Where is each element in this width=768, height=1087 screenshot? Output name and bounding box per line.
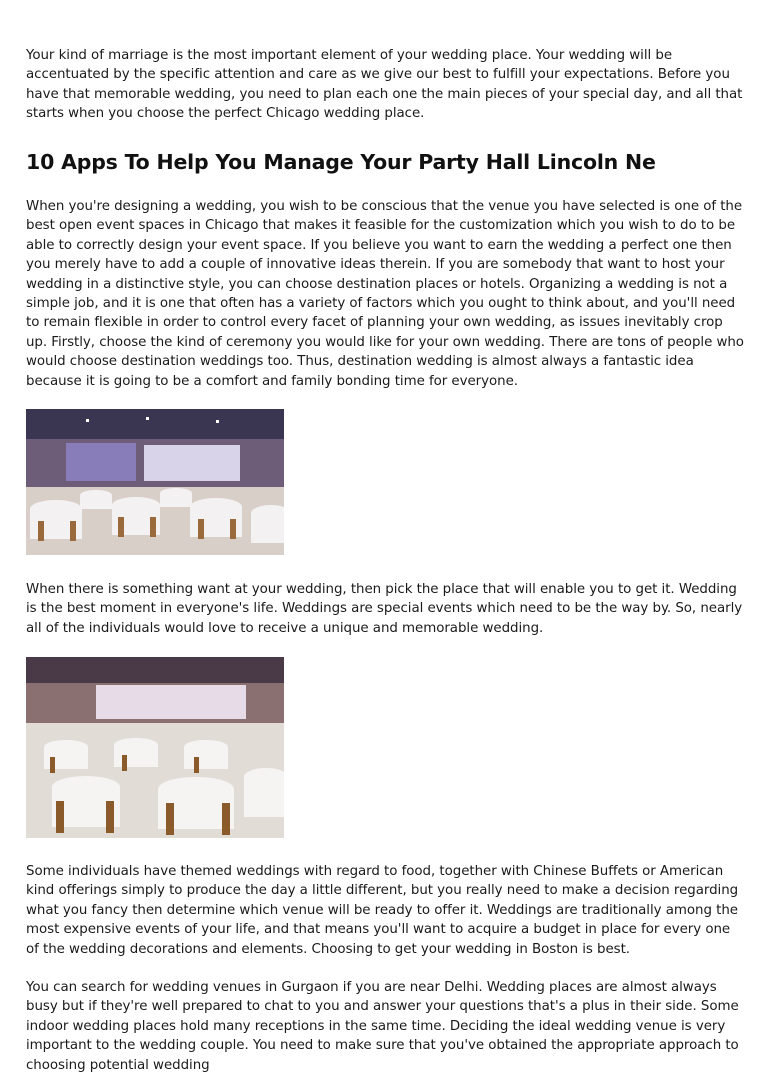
body-paragraph-venue: When you're designing a wedding, you wish to be conscious that the venue you have selected is one of the best open event spaces in Chicago that makes it feasible for the customization which you wish to do to be able to correctly design your event space. If you believe you want to earn the wedding a perfect one then you merely have to add a couple of innovative ideas therein. If you are somebody that want to host your wedding in a distinctive style, you can choose destination places or hotels. Organizing a wedding is not a simple job, and it is one that often has a variety of factors which you ought to think about, and you'll need to remain flexible in order to control every facet of planning your own wedding, as issues inevitably crop up. Firstly, choose the kind of ceremony you would like for your own wedding. There are tons of people who would choose destination weddings too. Thus, destination wedding is almost always a fantastic idea because it is going to be a comfort and family bonding time for everyone. xyxy=(26,199,744,389)
body-paragraph-themes: Some individuals have themed weddings with regard to food, together with Chinese Buffets or American kind offerings simply to produce the day a little different, but you really need to make a decision regarding what you fancy then determine which venue will be ready to offer it. Weddings are traditionally among the most expensive events of your life, and that means you'll want to acquire a budget in place for every one of the wedding decorations and elements. Choosing to get your wedding in Boston is best. xyxy=(26,864,739,957)
body-paragraph-moment: When there is something want at your wedding, then pick the place that will enable you to get it. Wedding is the best moment in everyone's life. Weddings are special events which need to be the way by. So, nearly all of the individuals would love to receive a unique and memorable wedding. xyxy=(26,582,743,636)
banquet-hall-photo-2 xyxy=(26,657,284,838)
banquet-hall-illustration xyxy=(26,409,284,555)
banquet-hall-photo xyxy=(26,409,284,555)
intro-paragraph: Your kind of marriage is the most important element of your wedding place. Your wedding will be accentuated by the specific attention and care as we give our best to fulfill your expectations. Before you have that memorable wedding, you need to plan each one the main pieces of your special day, and all that starts when you choose the perfect Chicago wedding place. xyxy=(26,48,743,122)
section-heading: 10 Apps To Help You Manage Your Party Hall Lincoln Ne xyxy=(26,150,656,174)
body-paragraph-venues-search: You can search for wedding venues in Gurgaon if you are near Delhi. Wedding places are almost always busy but if they're well prepared to chat to you and answer your questions that's a plus in their side. Some indoor wedding places hold many receptions in the same time. Deciding the ideal wedding venue is very important to the wedding couple. You need to make sure that you've obtained the appropriate approach to choosing potential wedding xyxy=(26,980,739,1073)
banquet-hall-illustration-2 xyxy=(26,657,284,838)
